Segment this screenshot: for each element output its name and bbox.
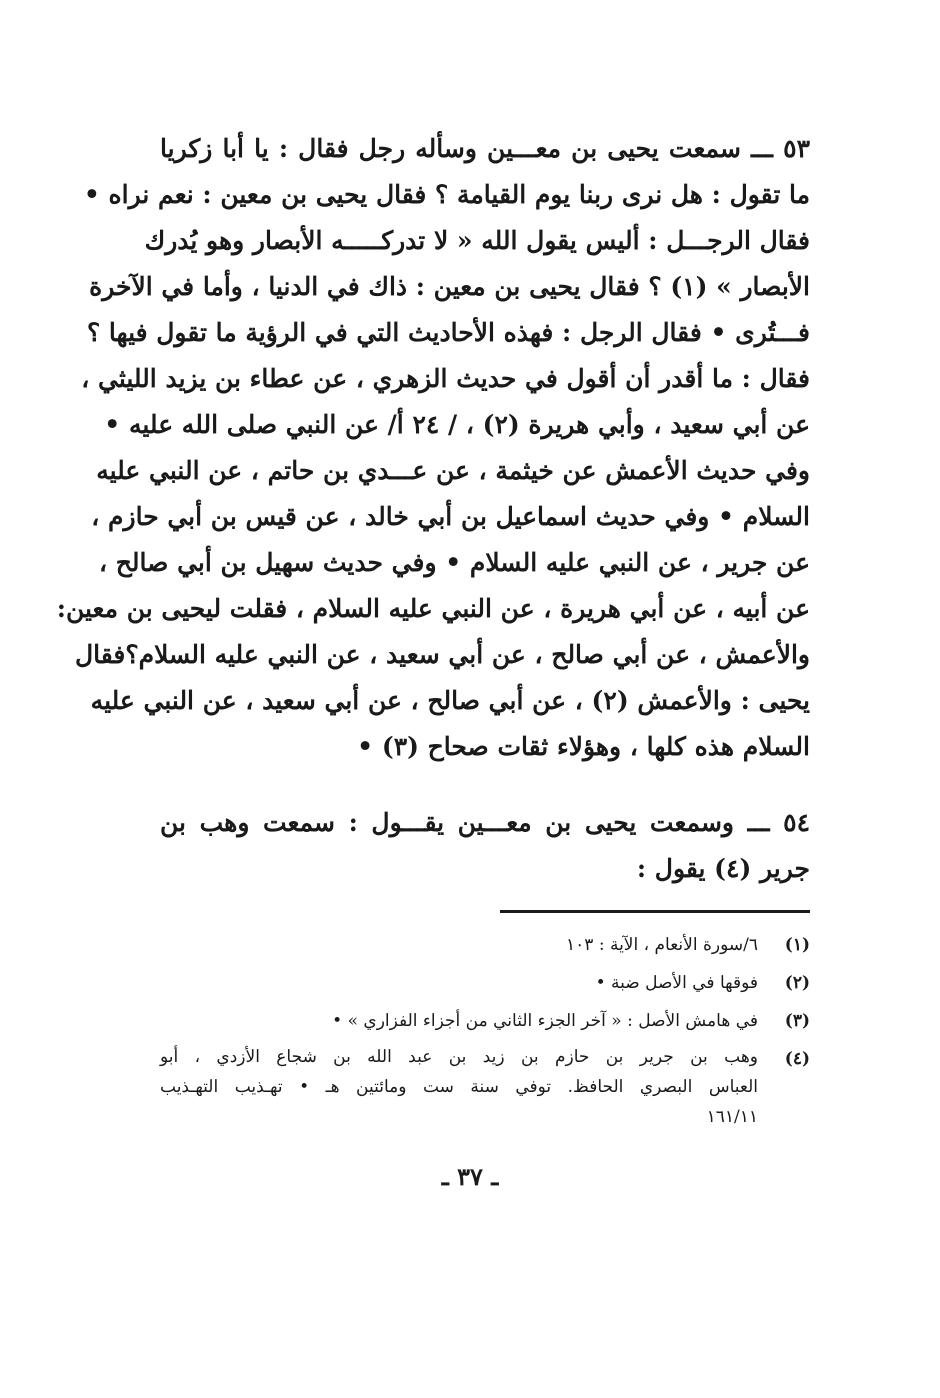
- footnote-line: في هامش الأصل : « آخر الجزء الثاني من أجزاء الفزاري » •: [332, 1011, 758, 1031]
- footnote-line: ١٦١/١١: [706, 1107, 758, 1127]
- footnote-number: (١): [784, 935, 810, 955]
- footnote-1: [160, 928, 810, 962]
- text-line: ٥٣ ـــ سمعت يحيى بن معـــين وسأله رجل فقال : يا أبا زكريا: [160, 134, 810, 163]
- footnote-line: ٦/سورة الأنعام ، الآية : ١٠٣: [566, 935, 758, 955]
- footnote-text: [160, 1004, 758, 1038]
- text-line: فقال الرجـــل : أليس يقول الله « لا تدركـــــه الأبصار وهو يُدرك: [144, 226, 810, 255]
- paragraph-53: [56, 126, 810, 770]
- text-line: ٥٤ ـــ وسمعت يحيى بن معـــين يقـــول : سمعت وهب بن: [160, 808, 810, 837]
- footnote-line: فوقها في الأصل ضبة •: [595, 973, 758, 993]
- footnotes: [160, 928, 810, 1136]
- paragraph-54: [160, 800, 810, 892]
- footnote-text: [160, 966, 758, 1000]
- text-line: عن أبيه ، عن أبي هريرة ، عن النبي عليه السلام ، فقلت ليحيى بن معين:: [56, 594, 810, 623]
- footnote-text: [160, 928, 758, 962]
- footnote-divider: [500, 910, 810, 913]
- text-line: يحيى : والأعمش (٢) ، عن أبي صالح ، عن أبي سعيد ، عن النبي عليه: [90, 686, 810, 715]
- text-line: وفي حديث الأعمش عن خيثمة ، عن عـــدي بن حاتم ، عن النبي عليه: [96, 456, 810, 485]
- footnote-number: (٣): [784, 1011, 810, 1031]
- text-line: فـــتُرى • فقال الرجل : فهذه الأحاديث التي في الرؤية ما تقول فيها ؟: [86, 318, 810, 347]
- footnote-line: العباس البصري الحافظ. توفي سنة ست ومائتين هـ • تهـذيب التهـذيب: [160, 1077, 758, 1097]
- footnote-text: [160, 1042, 758, 1132]
- text-line: ما تقول : هل نرى ربنا يوم القيامة ؟ فقال يحيى بن معين : نعم نراه •: [83, 180, 810, 209]
- text-line: عن أبي سعيد ، وأبي هريرة (٢) ، / ٢٤ أ/ عن النبي صلى الله عليه •: [104, 410, 810, 439]
- text-line: جرير (٤) يقول :: [636, 854, 810, 883]
- footnote-4: [160, 1042, 810, 1132]
- footnote-number: (٤): [784, 1049, 810, 1069]
- footnote-3: [160, 1004, 810, 1038]
- text-line: السلام • وفي حديث اسماعيل بن أبي خالد ، عن قيس بن أبي حازم ،: [91, 502, 810, 531]
- footnote-line: وهب بن جرير بن حازم بن زيد بن عبد الله بن شجاع الأزدي ، أبو: [160, 1047, 758, 1067]
- page-number: ـ ٣٧ ـ: [441, 1162, 499, 1191]
- text-line: والأعمش ، عن أبي صالح ، عن أبي سعيد ، عن النبي عليه السلام؟فقال: [74, 640, 810, 669]
- text-line: عن جرير ، عن النبي عليه السلام • وفي حديث سهيل بن أبي صالح ،: [99, 548, 810, 577]
- text-line: الأبصار » (١) ؟ فقال يحيى بن معين : ذاك في الدنيا ، وأما في الآخرة: [89, 272, 810, 301]
- footnote-number: (٢): [784, 973, 810, 993]
- footnote-2: [160, 966, 810, 1000]
- text-line: السلام هذه كلها ، وهؤلاء ثقات صحاح (٣) •: [357, 732, 810, 761]
- text-line: فقال : ما أقدر أن أقول في حديث الزهري ، عن عطاء بن يزيد الليثي ،: [81, 364, 810, 393]
